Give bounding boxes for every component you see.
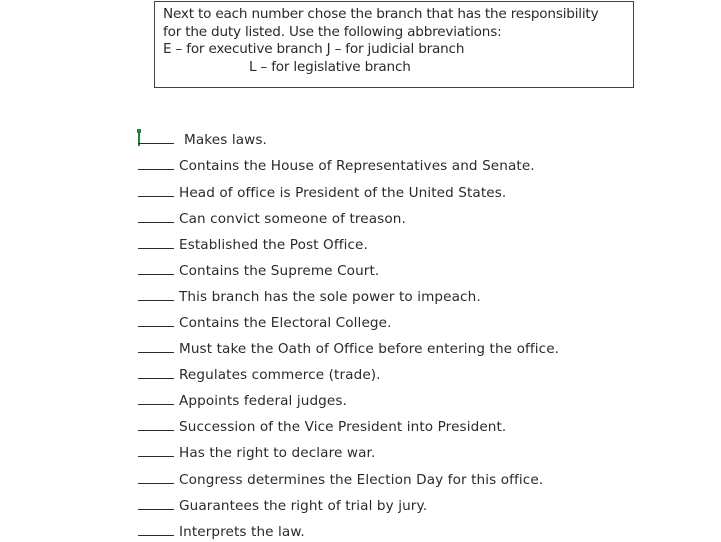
answer-blank[interactable] bbox=[138, 534, 174, 536]
answer-blank[interactable] bbox=[138, 142, 174, 144]
instructions-box bbox=[154, 1, 634, 88]
answer-blank[interactable] bbox=[138, 403, 174, 405]
instructions-line-3: E – for executive branch J – for judicial branch bbox=[163, 41, 465, 58]
list-item[interactable] bbox=[138, 287, 481, 307]
list-item[interactable] bbox=[138, 339, 559, 359]
list-item[interactable] bbox=[138, 391, 347, 411]
answer-blank[interactable] bbox=[138, 299, 174, 301]
list-item[interactable] bbox=[138, 417, 506, 437]
list-item[interactable] bbox=[138, 261, 379, 281]
item-text: Established the Post Office. bbox=[179, 237, 368, 253]
answer-blank[interactable] bbox=[138, 195, 174, 197]
answer-blank[interactable] bbox=[138, 377, 174, 379]
item-text: Succession of the Vice President into President. bbox=[179, 419, 507, 435]
instructions-line-2: for the duty listed. Use the following abbreviations: bbox=[163, 23, 502, 40]
answer-blank[interactable] bbox=[138, 247, 174, 249]
instructions-line-1: Next to each number chose the branch that has the responsibility bbox=[163, 6, 599, 22]
item-text: Interprets the law. bbox=[179, 524, 305, 540]
item-text: Contains the House of Representatives and Senate. bbox=[179, 158, 535, 174]
item-text: Must take the Oath of Office before entering the office. bbox=[179, 341, 560, 357]
item-text: This branch has the sole power to impeach. bbox=[179, 289, 481, 305]
item-text: Contains the Supreme Court. bbox=[179, 263, 380, 279]
answer-blank[interactable] bbox=[138, 482, 174, 484]
list-item[interactable] bbox=[138, 313, 392, 333]
list-item[interactable] bbox=[138, 130, 267, 150]
answer-blank[interactable] bbox=[138, 273, 174, 275]
list-item[interactable] bbox=[138, 443, 375, 463]
instructions-line-4: L – for legislative branch bbox=[249, 58, 411, 75]
item-text: Makes laws. bbox=[184, 132, 267, 148]
item-text: Regulates commerce (trade). bbox=[179, 367, 381, 383]
item-text: Can convict someone of treason. bbox=[179, 211, 406, 227]
answer-blank[interactable] bbox=[138, 508, 174, 510]
answer-blank[interactable] bbox=[138, 221, 174, 223]
list-item[interactable] bbox=[138, 183, 506, 203]
list-item[interactable] bbox=[138, 496, 427, 516]
answer-blank[interactable] bbox=[138, 168, 174, 170]
item-text: Has the right to declare war. bbox=[179, 445, 376, 461]
item-text: Head of office is President of the United States. bbox=[179, 185, 507, 201]
answer-blank[interactable] bbox=[138, 455, 174, 457]
item-text: Contains the Electoral College. bbox=[179, 315, 392, 331]
list-item[interactable] bbox=[138, 235, 368, 255]
answer-blank[interactable] bbox=[138, 325, 174, 327]
list-item[interactable] bbox=[138, 209, 406, 229]
answer-blank[interactable] bbox=[138, 429, 174, 431]
item-text: Congress determines the Election Day for this office. bbox=[179, 472, 544, 488]
item-text: Guarantees the right of trial by jury. bbox=[179, 498, 428, 514]
list-item[interactable] bbox=[138, 156, 535, 176]
list-item[interactable] bbox=[138, 365, 381, 385]
answer-blank[interactable] bbox=[138, 351, 174, 353]
item-text: Appoints federal judges. bbox=[179, 393, 347, 409]
list-item[interactable] bbox=[138, 522, 305, 542]
list-item[interactable] bbox=[138, 470, 543, 490]
